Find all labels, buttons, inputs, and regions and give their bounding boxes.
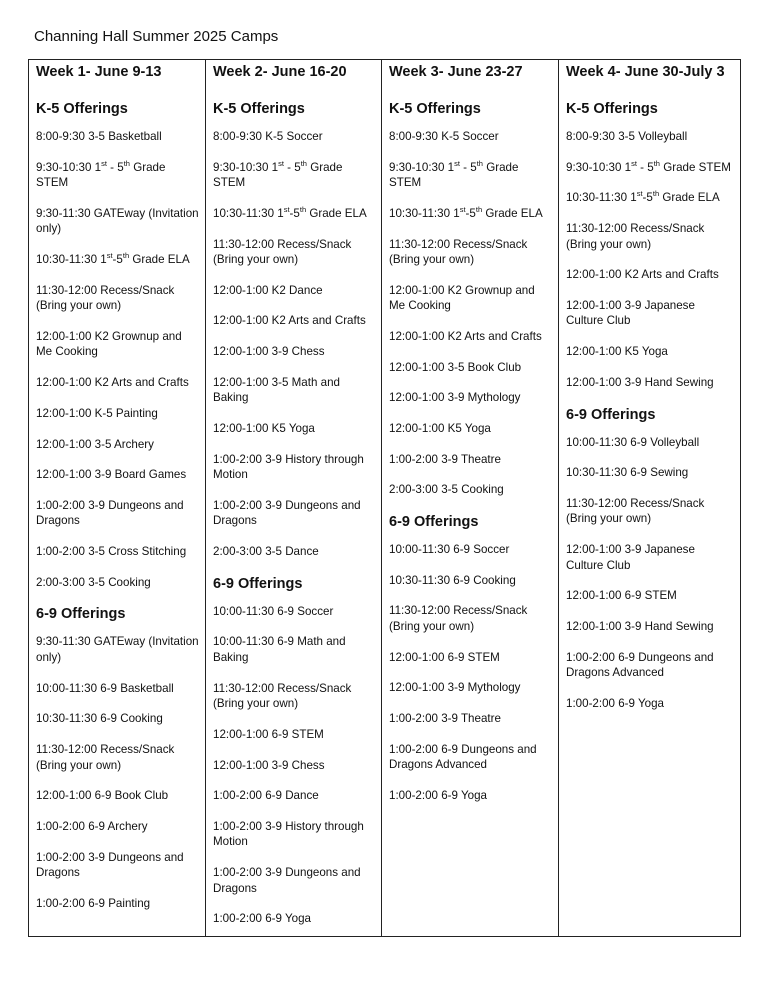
activity-item: 1:00-2:00 6-9 Archery — [36, 819, 148, 833]
k5-offerings-heading: K-5 Offerings — [566, 101, 658, 117]
week-heading: Week 3- June 23-27 — [389, 64, 523, 80]
activity-item: 2:00-3:00 3-5 Dance — [213, 545, 319, 559]
6-9-offerings-heading: 6-9 Offerings — [213, 575, 303, 592]
activity-item: 1:00-2:00 3-9 Theatre — [389, 712, 501, 725]
activity-item: 1:00-2:00 3-9 History through Motion — [213, 452, 364, 482]
activity-item: 10:00-11:30 6-9 Soccer — [213, 604, 334, 618]
activity-item: 1:00-2:00 6-9 Dungeons and Dragons Advanced — [389, 742, 537, 772]
activity-item: 12:00-1:00 K2 Arts and Crafts — [389, 329, 542, 343]
activity-item: 12:00-1:00 3-9 Mythology — [389, 681, 521, 695]
activity-item: 12:00-1:00 6-9 Book Club — [36, 789, 169, 803]
week-1-column — [29, 60, 206, 936]
activity-item: 2:00-3:00 3-5 Cooking — [389, 483, 504, 497]
activity-item: 12:00-1:00 3-9 Hand Sewing — [566, 375, 714, 389]
activity-item: 1:00-2:00 6-9 Dungeons and Dragons Advanced — [566, 650, 714, 680]
activity-item: 10:00-11:30 6-9 Math and Baking — [213, 635, 346, 664]
activity-item: 12:00-1:00 3-9 Mythology — [389, 391, 521, 405]
k5-offerings-heading: K-5 Offerings — [213, 101, 305, 117]
page-title: Channing Hall Summer 2025 Camps — [34, 28, 279, 45]
activity-item: 12:00-1:00 K2 Grownup and Me Cooking — [389, 283, 535, 313]
activity-item: 12:00-1:00 6-9 STEM — [389, 650, 500, 664]
activity-item: 11:30-12:00 Recess/Snack (Bring your own) — [566, 222, 705, 251]
activity-item: 12:00-1:00 6-9 STEM — [213, 727, 324, 741]
activity-item: 9:30-10:30 1st - 5th Grade STEM — [566, 158, 731, 174]
week-heading: Week 4- June 30-July 3 — [566, 64, 725, 80]
6-9-offerings-heading: 6-9 Offerings — [36, 606, 126, 623]
week-4-column — [559, 60, 740, 936]
activity-item: 1:00-2:00 3-5 Cross Stitching — [36, 545, 187, 559]
activity-item: 11:30-12:00 Recess/Snack (Bring your own) — [36, 743, 175, 772]
week-3-column — [382, 60, 559, 936]
activity-item: 11:30-12:00 Recess/Snack (Bring your own) — [389, 237, 528, 267]
week-heading: Week 1- June 9-13 — [36, 64, 162, 80]
activity-item: 12:00-1:00 K2 Arts and Crafts — [213, 314, 366, 328]
activity-item: 12:00-1:00 3-5 Math and Baking — [213, 375, 340, 405]
activity-item: 12:00-1:00 3-9 Board Games — [36, 468, 187, 482]
activity-item: 11:30-12:00 Recess/Snack (Bring your own) — [36, 283, 175, 313]
activity-item: 12:00-1:00 3-9 Chess — [213, 758, 325, 772]
activity-item: 1:00-2:00 3-9 Dungeons and Dragons — [36, 850, 184, 880]
activity-item: 10:30-11:30 6-9 Cooking — [36, 712, 163, 726]
activity-item: 1:00-2:00 6-9 Dance — [213, 789, 319, 803]
k5-offerings-heading: K-5 Offerings — [389, 101, 481, 117]
activity-item: 12:00-1:00 6-9 STEM — [566, 589, 677, 603]
activity-item: 9:30-10:30 1st - 5th Grade STEM — [213, 158, 343, 190]
week-heading: Week 2- June 16-20 — [213, 64, 347, 80]
activity-item: 12:00-1:00 3-5 Book Club — [389, 360, 522, 374]
activity-item: 9:30-11:30 GATEway (Invitation only) — [36, 635, 199, 664]
activity-item: 10:30-11:30 6-9 Cooking — [389, 573, 516, 587]
activity-item: 12:00-1:00 3-9 Japanese Culture Club — [566, 298, 695, 328]
activity-item: 11:30-12:00 Recess/Snack (Bring your own) — [213, 681, 352, 711]
activity-item: 1:00-2:00 6-9 Yoga — [566, 696, 664, 710]
activity-item: 8:00-9:30 K-5 Soccer — [213, 130, 323, 143]
activity-item: 12:00-1:00 K5 Yoga — [566, 345, 668, 359]
activity-item: 8:00-9:30 3-5 Volleyball — [566, 130, 688, 143]
activity-item: 10:30-11:30 1st-5th Grade ELA — [213, 205, 367, 220]
activity-item: 1:00-2:00 3-9 Theatre — [389, 452, 501, 466]
activity-item: 12:00-1:00 K2 Grownup and Me Cooking — [36, 329, 182, 359]
activity-item: 12:00-1:00 3-5 Archery — [36, 437, 154, 451]
activity-item: 10:00-11:30 6-9 Volleyball — [566, 435, 700, 449]
activity-item: 10:30-11:30 1st-5th Grade ELA — [389, 205, 543, 220]
schedule-table — [28, 59, 741, 937]
activity-item: 1:00-2:00 3-9 History through Motion — [213, 819, 364, 849]
6-9-offerings-heading: 6-9 Offerings — [566, 406, 656, 423]
activity-item: 12:00-1:00 3-9 Hand Sewing — [566, 619, 714, 633]
activity-item: 8:00-9:30 K-5 Soccer — [389, 130, 499, 143]
activity-item: 1:00-2:00 6-9 Yoga — [389, 788, 487, 802]
6-9-offerings-heading: 6-9 Offerings — [389, 514, 479, 531]
activity-item: 11:30-12:00 Recess/Snack (Bring your own) — [213, 237, 352, 267]
activity-item: 12:00-1:00 3-9 Japanese Culture Club — [566, 543, 695, 572]
activity-item: 8:00-9:30 3-5 Basketball — [36, 130, 162, 143]
activity-item: 12:00-1:00 K-5 Painting — [36, 406, 158, 420]
activity-item: 12:00-1:00 K5 Yoga — [213, 422, 315, 435]
week-2-column — [206, 60, 382, 936]
activity-item: 11:30-12:00 Recess/Snack (Bring your own) — [389, 604, 528, 633]
activity-item: 12:00-1:00 K5 Yoga — [389, 422, 491, 435]
activity-item: 9:30-11:30 GATEway (Invitation only) — [36, 206, 199, 236]
activity-item: 11:30-12:00 Recess/Snack (Bring your own) — [566, 496, 705, 526]
activity-item: 9:30-10:30 1st - 5th Grade STEM — [389, 158, 519, 190]
activity-item: 10:30-11:30 1st-5th Grade ELA — [566, 189, 720, 205]
activity-item: 12:00-1:00 K2 Arts and Crafts — [566, 268, 719, 282]
activity-item: 2:00-3:00 3-5 Cooking — [36, 575, 151, 589]
activity-item: 1:00-2:00 3-9 Dungeons and Dragons — [36, 498, 184, 528]
activity-item: 1:00-2:00 3-9 Dungeons and Dragons — [213, 498, 361, 528]
activity-item: 12:00-1:00 K2 Dance — [213, 283, 323, 297]
activity-item: 12:00-1:00 K2 Arts and Crafts — [36, 376, 189, 390]
activity-item: 9:30-10:30 1st - 5th Grade STEM — [36, 158, 166, 190]
activity-item: 1:00-2:00 6-9 Yoga — [213, 912, 311, 926]
activity-item: 1:00-2:00 6-9 Painting — [36, 896, 151, 910]
activity-item: 10:00-11:30 6-9 Soccer — [389, 543, 510, 557]
k5-offerings-heading: K-5 Offerings — [36, 101, 128, 117]
activity-item: 10:30-11:30 1st-5th Grade ELA — [36, 251, 190, 267]
activity-item: 10:00-11:30 6-9 Basketball — [36, 681, 174, 695]
activity-item: 1:00-2:00 3-9 Dungeons and Dragons — [213, 866, 361, 895]
activity-item: 10:30-11:30 6-9 Sewing — [566, 466, 689, 480]
activity-item: 12:00-1:00 3-9 Chess — [213, 345, 325, 359]
